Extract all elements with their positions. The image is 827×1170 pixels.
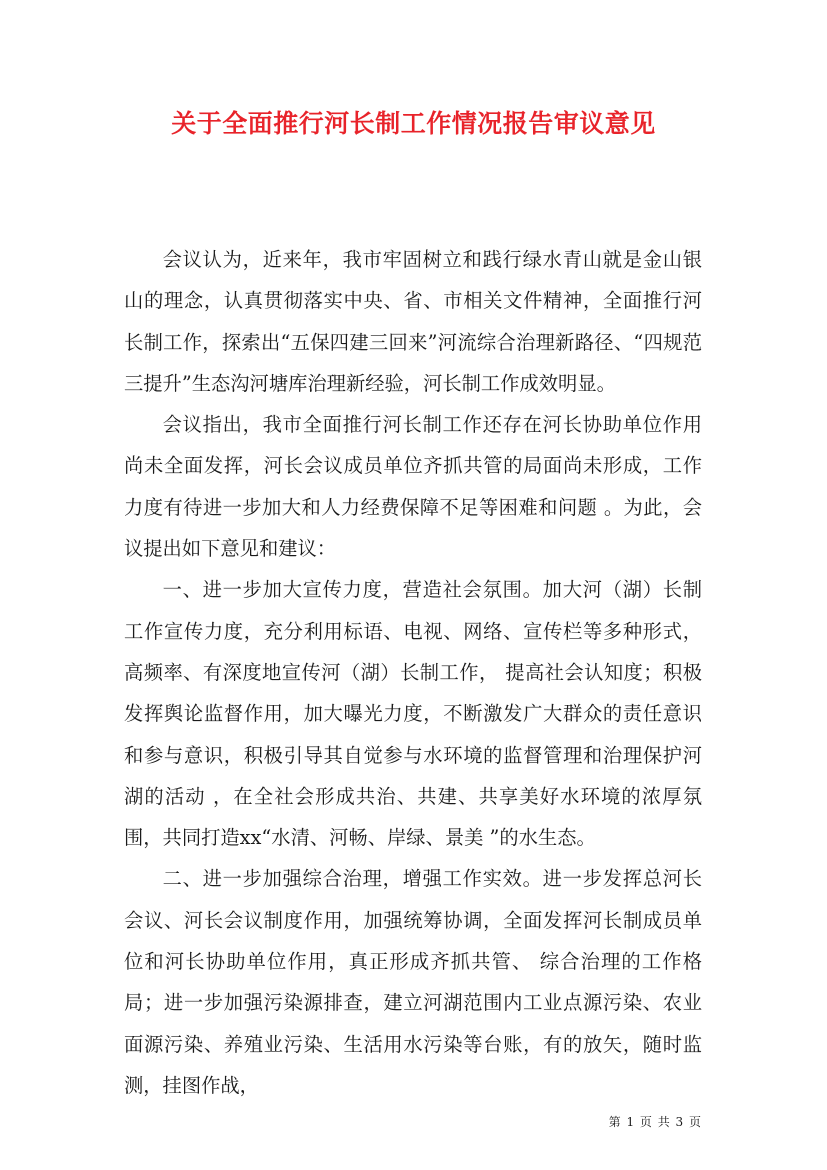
- paragraph-1: 会议认为，近来年，我市牢固树立和践行绿水青山就是金山银山的理念，认真贯彻落实中央、省、市相关文件精神，全面推行河长制工作，探索出“五保四建三回来”河流综合治理新路径、“四规范三提升”生态沟河塘库治理新经验，河长制工作成效明显。: [124, 248, 702, 395]
- paragraph-4: 二、进一步加强综合治理，增强工作实效。进一步发挥总河长会议、河长会议制度作用，加强统筹协调，全面发挥河长制成员单位和河长协助单位作用，真正形成齐抓共管、 综合治理的工作格局；进一步加强污染源排查，建立河湖范围内工业点源污染、农业面源污染、养殖业污染、生活用水污染等台账，有的放矢，随时监测，挂图作战，: [124, 867, 702, 1097]
- paragraph-2: 会议指出，我市全面推行河长制工作还存在河长协助单位作用尚未全面发挥，河长会议成员单位齐抓共管的局面尚未形成，工作力度有待进一步加大和人力经费保障不足等困难和问题 。为此，会议提出如下意见和建议：: [124, 413, 702, 561]
- document-body: [124, 239, 702, 1106]
- page-number: 第 1 页 共 3 页: [608, 1115, 702, 1129]
- paragraph-3: 一、进一步加大宣传力度，营造社会氛围。加大河（湖）长制工作宣传力度，充分利用标语、电视、网络、宣传栏等多种形式，高频率、有深度地宣传河（湖）长制工作， 提高社会认知度；积极发挥舆论监督作用，加大曝光力度，不断激发广大群众的责任意识和参与意识，积极引导其自觉参与水环境的监督管理和治理保护河湖的活动 ，在全社会形成共治、共建、共享美好水环境的浓厚氛围，共同打造xx“水清、河畅、岸绿、景美 ”的水生态。: [124, 578, 702, 850]
- document-title: 关于全面推行河长制工作情况报告审议意见: [171, 109, 656, 138]
